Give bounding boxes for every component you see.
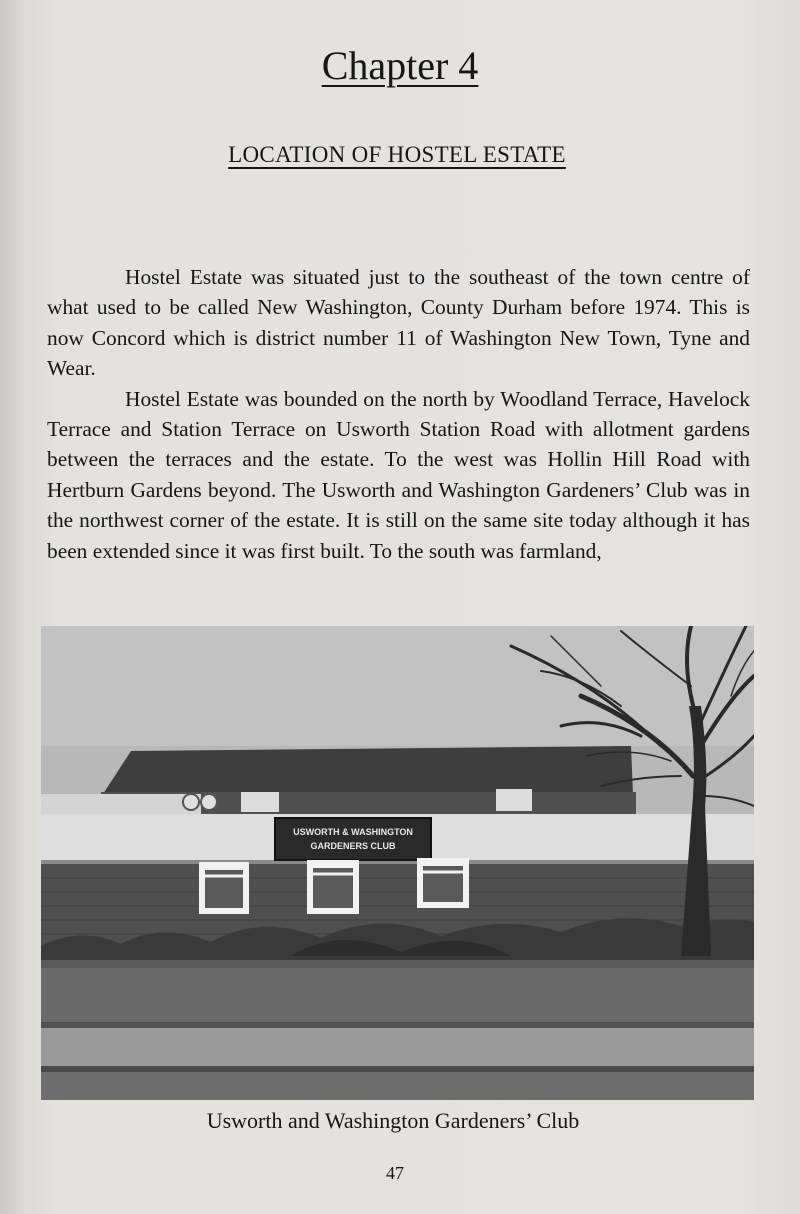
- section-heading: [0, 140, 794, 170]
- paragraph: Hostel Estate was situated just to the southeast of the town centre of what used to be called New Washington, County Durham before 1974. This is now Concord which is district number 11 of Washington New Town, Tyne and Wear.: [47, 265, 750, 381]
- chapter-title: Chapter 4: [321, 43, 479, 88]
- page-number: 47: [386, 1163, 404, 1183]
- clubhouse-photo: [41, 626, 754, 1100]
- section-title: LOCATION OF HOSTEL ESTATE: [228, 142, 566, 167]
- sign-text-line2: GARDENERS CLUB: [310, 841, 396, 851]
- chapter-heading: [0, 40, 800, 92]
- photo-caption: Usworth and Washington Gardeners’ Club: [206, 1108, 580, 1133]
- sign-text-line1: USWORTH & WASHINGTON: [293, 827, 413, 837]
- photo-illustration: [41, 626, 754, 1100]
- paragraph: Hostel Estate was bounded on the north by Woodland Terrace, Havelock Terrace and Station Terrace on Usworth Station Road with allotment gardens between the terraces and the estate. To the west was Hollin Hill Road with Hertburn Gardens beyond. The Usworth and Washington Gardeners’ Club was in the northwest corner of the estate. It is still on the same site today although it has been extended since it was first built. To the south was farmland,: [47, 386, 750, 563]
- body-text: [47, 262, 750, 566]
